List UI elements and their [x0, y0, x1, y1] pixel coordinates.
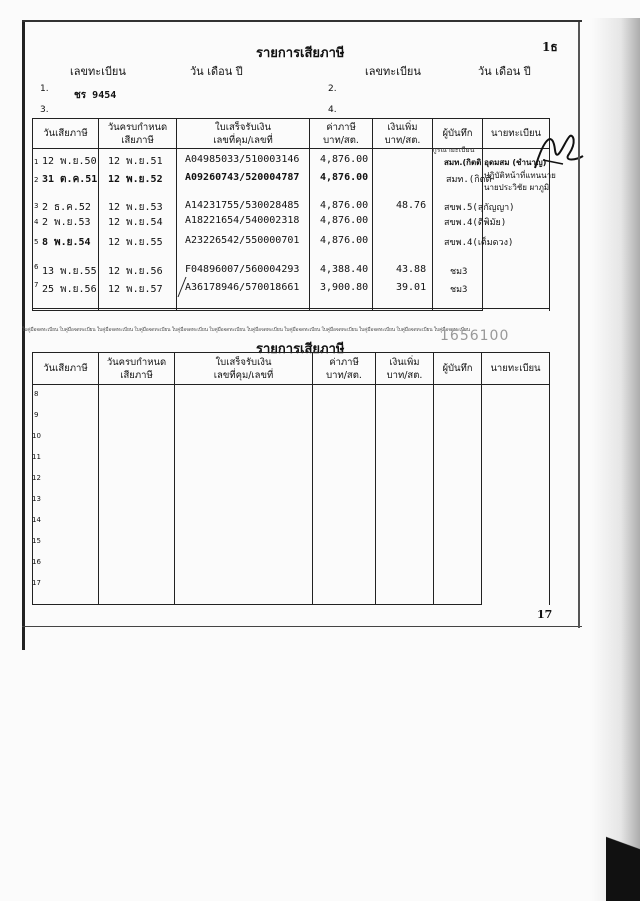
item-2: 2. — [328, 84, 337, 94]
col-recorder: ผู้บันทึก — [433, 119, 483, 149]
row-number: 5 — [34, 238, 39, 246]
page-title: รายการเสียภาษี — [256, 46, 345, 61]
row-recorder: สขพ.4(เต็มดวง) — [444, 238, 514, 248]
row-number: 12 — [32, 474, 41, 482]
col2-recorder: ผู้บันทึก — [434, 353, 482, 385]
row-recorder: ชม3 — [450, 285, 468, 295]
row-number: 17 — [32, 579, 41, 587]
col2-receipt — [175, 353, 313, 385]
reg-label-left: เลขทะเบียน — [70, 65, 126, 78]
page-number-top: 1ธ — [542, 40, 558, 54]
row-tax: 4,876.00 — [320, 215, 369, 226]
col-extra-l1: เงินเพิ่ม — [387, 121, 418, 133]
row-extra: 39.01 — [396, 282, 427, 293]
row-receipt: A23226542/550000701 — [185, 235, 300, 246]
row-paid: 13 พ.ย.55 — [42, 266, 97, 277]
row-number: 6 — [34, 263, 39, 271]
row-due: 12 พ.ย.55 — [108, 237, 163, 248]
scan-shadow — [592, 18, 640, 901]
col2-extra-l1: เงินเพิ่ม — [389, 356, 420, 368]
row-recorder: สขพ.5(สุกัญญา) — [444, 203, 515, 213]
row-due: 12 พ.ย.54 — [108, 217, 163, 228]
row-paid: 25 พ.ย.56 — [42, 284, 97, 295]
item-3: 3. — [40, 105, 49, 115]
row-receipt: A04985033/510003146 — [185, 154, 300, 165]
col-extra-l2: บาท/สต. — [384, 134, 421, 146]
row-extra: 48.76 — [396, 200, 427, 211]
row-paid: 2 ธ.ค.52 — [42, 202, 91, 213]
col-paid-date: วันเสียภาษี — [33, 119, 99, 149]
pen-stroke — [176, 276, 188, 298]
row-number: 8 — [34, 390, 39, 398]
scan-edge — [606, 821, 640, 901]
page-top-border — [22, 20, 582, 22]
page-right-border — [578, 22, 580, 628]
row-number: 1 — [34, 158, 39, 166]
row-receipt: F04896007/560004293 — [185, 264, 300, 275]
stamp-line-3: นายประวิชัย ผาภูมิ — [484, 183, 550, 192]
row-number: 3 — [34, 202, 39, 210]
faded-number: 1656100 — [440, 328, 510, 344]
col2-receipt-l1: ใบเสร็จรับเงิน — [215, 356, 272, 368]
perforation-strip: ใบคู่มือจดทะเบียน ใบคู่มือจดทะเบียน ใบคู่มือจดทะเบียน ใบคู่มือจดทะเบียน ใบคู่มือจดทะเบียน ใบคู่มือจดทะเบียน ใบคู่มือจดทะเบียน ใบคู่มือจดทะเบียน ใบคู่มือจดทะเบียน ใบคู่มือจดทะเบียน ใบคู่มือจดทะเบียน ใบคู่มือจดทะเบียน — [22, 327, 470, 333]
reg-label-right: เลขทะเบียน — [365, 65, 421, 78]
col2-extra-l2: บาท/สต. — [386, 369, 423, 381]
page-bottom-line — [22, 626, 582, 627]
row-recorder: สขพ.4(ดีพิมัย) — [444, 218, 507, 228]
row-receipt: A18221654/540002318 — [185, 215, 300, 226]
row-receipt: A09260743/520004787 — [185, 172, 300, 183]
row-number: 9 — [34, 411, 39, 419]
row-receipt: A14231755/530028485 — [185, 200, 300, 211]
row-receipt: A36178946/570018661 — [185, 282, 300, 293]
row-number: 4 — [34, 218, 39, 226]
stamp-line-1: สมท.(กิตติ อุดมสม (ชำนาญ) — [444, 158, 547, 167]
col-due-date-l1: วันครบกำหนด — [107, 121, 168, 133]
row-recorder: สมท.(กิตติ — [446, 175, 492, 185]
col2-extra — [376, 353, 434, 385]
col2-due-date-l1: วันครบกำหนด — [106, 356, 167, 368]
col2-paid-date: วันเสียภาษี — [33, 353, 99, 385]
second-title: รายการเสียภาษี — [256, 342, 345, 357]
col2-tax-l1: ค่าภาษี — [329, 356, 359, 368]
row-number: 10 — [32, 432, 41, 440]
tax-table-2 — [32, 352, 550, 605]
col2-receipt-l2: เลขที่คุม/เลขที่ — [213, 369, 274, 381]
col-tax-l2: บาท/สต. — [323, 134, 359, 146]
row-number: 11 — [32, 453, 41, 461]
col2-registrar: นายทะเบียน — [482, 353, 550, 385]
col2-tax — [313, 353, 376, 385]
row-number: 2 — [34, 176, 39, 184]
page-left-border — [22, 20, 25, 650]
row-tax: 4,876.00 — [320, 154, 369, 165]
col-due-date — [99, 119, 177, 149]
row-number: 14 — [32, 516, 41, 524]
col-tax — [310, 119, 373, 149]
row-tax: 4,876.00 — [320, 235, 369, 246]
row-tax: 4,876.00 — [320, 172, 369, 183]
col2-due-date-l2: เสียภาษี — [120, 369, 153, 381]
row-number: 15 — [32, 537, 41, 545]
row-due: 12 พ.ย.57 — [108, 284, 163, 295]
row-paid: 8 พ.ย.54 — [42, 237, 91, 248]
row-recorder: ชม3 — [450, 267, 468, 277]
page-number-bottom: 17 — [537, 608, 553, 621]
col2-due-date — [99, 353, 175, 385]
date-label-right: วัน เดือน ปี — [478, 65, 531, 78]
row-due: 12 พ.ย.53 — [108, 202, 163, 213]
col-tax-l1: ค่าภาษี — [326, 121, 356, 133]
item-4: 4. — [328, 105, 337, 115]
col-extra — [373, 119, 433, 149]
row-due: 12 พ.ย.56 — [108, 266, 163, 277]
plate-number: ชร 9454 — [74, 90, 117, 101]
col-receipt-l1: ใบเสร็จรับเงิน — [215, 121, 271, 133]
row-tax: 3,900.80 — [320, 282, 369, 293]
row-paid: 2 พ.ย.53 — [42, 217, 91, 228]
col-receipt-l2: เลขที่คุม/เลขที่ — [213, 134, 273, 146]
row-number: 16 — [32, 558, 41, 566]
row-tax: 4,388.40 — [320, 264, 369, 275]
row-due: 12 พ.ย.52 — [108, 174, 163, 185]
row-paid: 31 ต.ค.51 — [42, 174, 98, 185]
registrar-signature — [525, 130, 585, 175]
stamp-line-2: ปฏิบัติหน้าที่แทนนาย — [484, 171, 556, 180]
col-receipt — [177, 119, 310, 149]
col-registrar: นายทะเบียน — [483, 119, 550, 149]
stamp-line-4: ภูรณายะเบียน — [432, 146, 475, 154]
col-due-date-l2: เสียภาษี — [121, 134, 154, 146]
row-number: 13 — [32, 495, 41, 503]
row-extra: 43.88 — [396, 264, 427, 275]
date-label-left: วัน เดือน ปี — [190, 65, 243, 78]
row-paid: 12 พ.ย.50 — [42, 156, 97, 167]
row-number: 7 — [34, 281, 39, 289]
col2-tax-l2: บาท/สต. — [326, 369, 362, 381]
row-tax: 4,876.00 — [320, 200, 369, 211]
table-1-bottom — [32, 308, 549, 309]
row-due: 12 พ.ย.51 — [108, 156, 163, 167]
item-1: 1. — [40, 84, 49, 94]
